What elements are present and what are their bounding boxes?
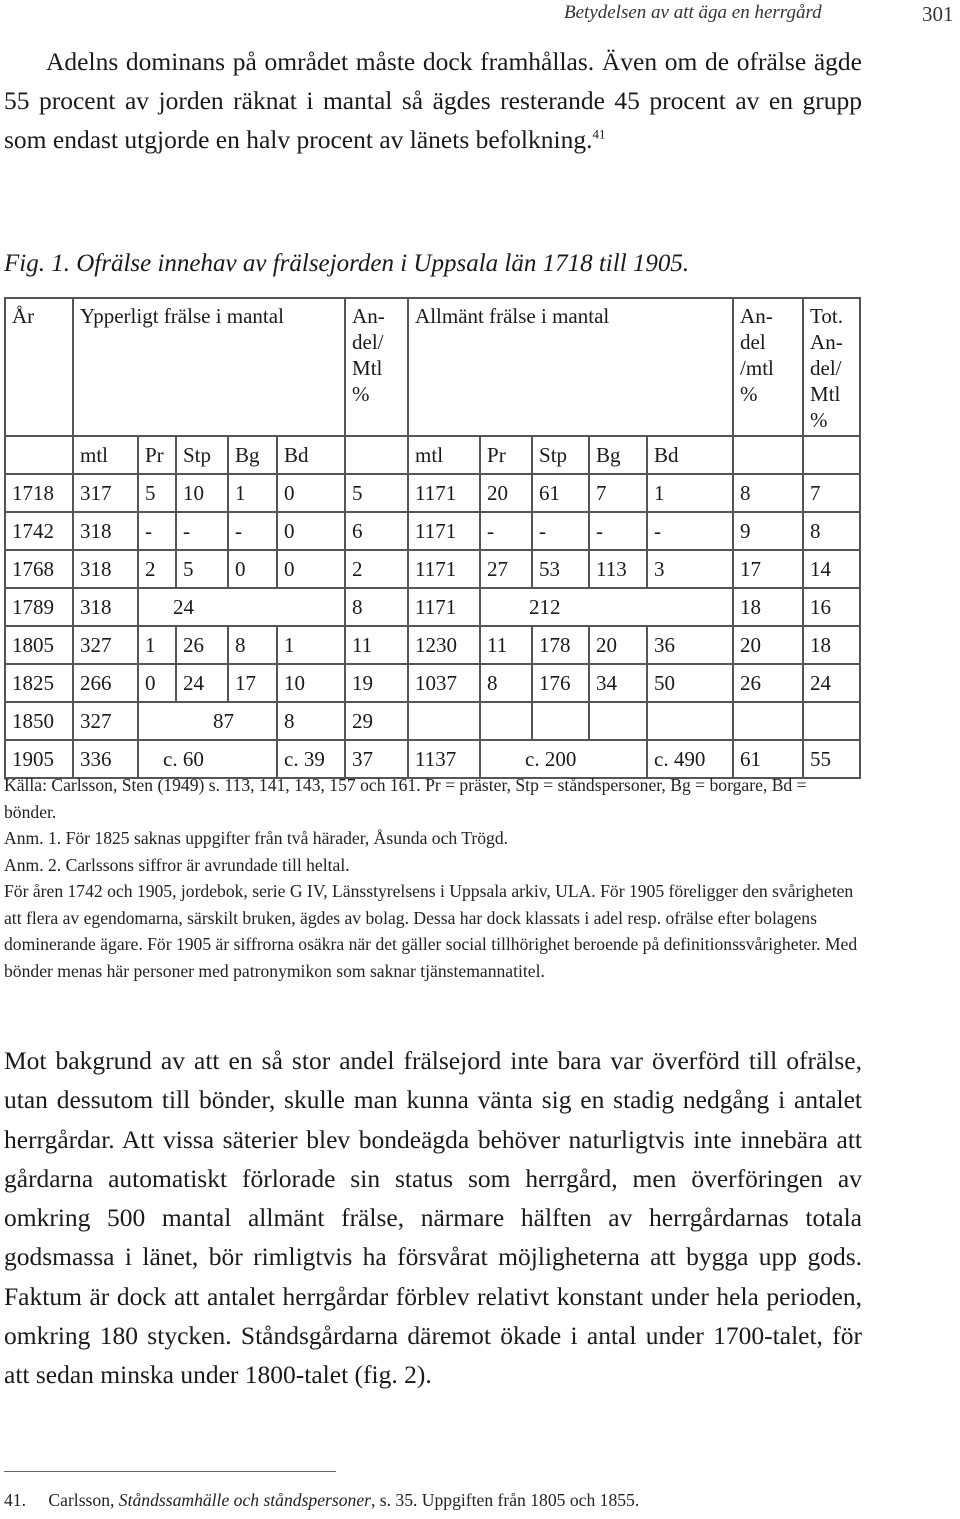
archive-note: För åren 1742 och 1905, jordebok, serie G IV, Länsstyrelsens i Uppsala arkiv, ULA. För 1905 föreligger den svårigheten att flera av egendomarna, särskilt bruken, ägdes av bolag. Dessa har dock klassats i adel resp. ofrälse efter bolagens dominerande ägare. För 1905 är siffrorna osäkra när det gäller social tillhörighet beroende på definitionssvårigheter. Med bönder menas här personer med patronymikon som saknar tjänstemannatitel. [4, 881, 858, 981]
table-cell: - [228, 512, 277, 550]
year-cell: 1768 [5, 550, 73, 588]
table-cell: 24 [803, 664, 860, 702]
table-cell: 24 [138, 588, 345, 626]
table-row [5, 512, 860, 550]
table-cell: 1171 [408, 588, 480, 626]
table-cell: 20 [733, 626, 803, 664]
table-cell: 1171 [408, 474, 480, 512]
table-cell [589, 702, 647, 740]
year-cell: 1850 [5, 702, 73, 740]
table-cell: 50 [647, 664, 733, 702]
header-total: Tot. An-del/ Mtl % [803, 298, 860, 436]
table-cell: 26 [733, 664, 803, 702]
table-cell: 1137 [408, 740, 480, 778]
table-cell: 5 [176, 550, 228, 588]
table-subheader-row [5, 436, 860, 474]
subheader-cell: Bd [647, 436, 733, 474]
year-cell: 1742 [5, 512, 73, 550]
header-andel-ypperligt: An-del/ Mtl % [345, 298, 408, 436]
table-cell: 1171 [408, 550, 480, 588]
table-cell: c. 39 [277, 740, 345, 778]
table-cell [5, 436, 73, 474]
table-cell: 8 [228, 626, 277, 664]
table-row [5, 588, 860, 626]
figure-notes [4, 772, 862, 984]
table-cell: - [647, 512, 733, 550]
table-header-row [5, 298, 860, 436]
table-cell: 1 [647, 474, 733, 512]
table-cell [480, 702, 532, 740]
table-row [5, 664, 860, 702]
subheader-cell: Bg [589, 436, 647, 474]
table-cell: 2 [345, 550, 408, 588]
table-cell: 7 [589, 474, 647, 512]
main-paragraph: Mot bakgrund av att en så stor andel frälsejord inte bara var överförd till ofrälse, utan dessutom till bönder, skulle man kunna vänta sig en stadig nedgång i antalet herrgårdar. Att vissa säterier blev bondeägda behöver naturligtvis inte innebära att gårdarna automatiskt förlorade sin status som herrgård, men överföringen av omkring 500 mantal allmänt frälse, närmare hälften av herrgårdarnas totala godsmassa i länet, bör rimligtvis ha försvårat möjligheterna att bygga upp gods. Faktum är dock att antalet herrgårdar förblev relativt konstant under hela perioden, omkring 180 stycken. Ståndsgårdarna däremot ökade i antal under 1700-talet, för att sedan minska under 1800-talet (fig. 2). [4, 1046, 862, 1390]
table-cell: 0 [277, 512, 345, 550]
table-cell: 317 [73, 474, 138, 512]
table-cell: 8 [345, 588, 408, 626]
source-note: Källa: Carlsson, Sten (1949) s. 113, 141, 143, 157 och 161. Pr = präster, Stp = ståndspersoner, Bg = borgare, Bd = bönder. [4, 775, 807, 822]
table-cell: 336 [73, 740, 138, 778]
table-cell [803, 436, 860, 474]
intro-text: Adelns dominans på området måste dock framhållas. Även om de ofrälse ägde 55 procent av jorden räknat i mantal så ägdes resterande 45 procent av en grupp som endast utgjorde en halv procent av länets befolkning. [4, 47, 862, 154]
figure-caption: Fig. 1. Ofrälse innehav av frälsejorden i Uppsala län 1718 till 1905. [4, 250, 690, 277]
table-cell: c. 60 [138, 740, 277, 778]
table-cell [408, 702, 480, 740]
table-cell: - [589, 512, 647, 550]
table-cell: - [480, 512, 532, 550]
table-cell: 318 [73, 588, 138, 626]
table-cell: 11 [480, 626, 532, 664]
table-cell: 34 [589, 664, 647, 702]
table-cell: 20 [589, 626, 647, 664]
table-cell: 20 [480, 474, 532, 512]
table-cell [647, 702, 733, 740]
footnote-ref[interactable]: 41 [592, 126, 606, 142]
table-cell: 1037 [408, 664, 480, 702]
table-cell [803, 702, 860, 740]
header-allmant: Allmänt frälse i mantal [408, 298, 733, 436]
table-cell: 318 [73, 550, 138, 588]
table-cell: 0 [228, 550, 277, 588]
footnote-41 [4, 1490, 639, 1511]
table-cell: 0 [277, 474, 345, 512]
table-cell: - [138, 512, 176, 550]
table-cell: 18 [803, 626, 860, 664]
annotation-1: Anm. 1. För 1825 saknas uppgifter från två härader, Åsunda och Trögd. [4, 828, 509, 848]
table-cell: 10 [176, 474, 228, 512]
table-cell: 37 [345, 740, 408, 778]
table-cell: 1171 [408, 512, 480, 550]
table-cell: 61 [733, 740, 803, 778]
table-cell: 0 [138, 664, 176, 702]
footnote-divider [4, 1471, 336, 1472]
table-cell: 6 [345, 512, 408, 550]
table-cell: 212 [480, 588, 733, 626]
table-cell: 8 [480, 664, 532, 702]
table-cell: 10 [277, 664, 345, 702]
table-cell: 53 [532, 550, 589, 588]
figure-table [4, 297, 861, 779]
table-cell: 1 [138, 626, 176, 664]
table-cell: - [532, 512, 589, 550]
table-cell: c. 200 [480, 740, 647, 778]
year-cell: 1805 [5, 626, 73, 664]
table-cell: 14 [803, 550, 860, 588]
table-cell [733, 436, 803, 474]
table-cell: - [176, 512, 228, 550]
table-cell: 0 [277, 550, 345, 588]
year-cell: 1905 [5, 740, 73, 778]
table-cell: 17 [733, 550, 803, 588]
table-cell: 11 [345, 626, 408, 664]
year-cell: 1718 [5, 474, 73, 512]
table-cell: 29 [345, 702, 408, 740]
footnote-number: 41. [4, 1490, 26, 1510]
table-cell: 327 [73, 626, 138, 664]
page-number: 301 [922, 2, 954, 26]
table-cell: 36 [647, 626, 733, 664]
table-row [5, 702, 860, 740]
subheader-cell: Stp [176, 436, 228, 474]
table-cell: 87 [138, 702, 277, 740]
footnote-title: Ståndssamhälle och ståndspersoner [118, 1490, 371, 1510]
table-cell: 8 [733, 474, 803, 512]
table-cell: 55 [803, 740, 860, 778]
subheader-cell: Pr [138, 436, 176, 474]
annotation-2: Anm. 2. Carlssons siffror är avrundade till heltal. [4, 854, 350, 875]
table-cell: 318 [73, 512, 138, 550]
subheader-cell: Bg [228, 436, 277, 474]
header-andel-allmant: An-del /mtl % [733, 298, 803, 436]
running-head: Betydelsen av att äga en herrgård [564, 2, 822, 23]
table-cell: 1 [277, 626, 345, 664]
table-cell: 61 [532, 474, 589, 512]
table-cell: 9 [733, 512, 803, 550]
table-cell [733, 702, 803, 740]
header-year: År [5, 298, 73, 436]
table-cell: 1230 [408, 626, 480, 664]
table-cell: 24 [176, 664, 228, 702]
footnote-author: Carlsson, [48, 1490, 115, 1510]
subheader-cell: mtl [73, 436, 138, 474]
table-cell: 18 [733, 588, 803, 626]
table-cell: 8 [277, 702, 345, 740]
table-cell: 327 [73, 702, 138, 740]
table-cell: 5 [138, 474, 176, 512]
table-cell: 7 [803, 474, 860, 512]
table-cell: 27 [480, 550, 532, 588]
table-row [5, 474, 860, 512]
table-cell: 19 [345, 664, 408, 702]
table-cell: 5 [345, 474, 408, 512]
subheader-cell: Bd [277, 436, 345, 474]
table-cell: 1 [228, 474, 277, 512]
table-cell: 26 [176, 626, 228, 664]
table-cell: 8 [803, 512, 860, 550]
subheader-cell: Pr [480, 436, 532, 474]
subheader-cell: mtl [408, 436, 480, 474]
year-cell: 1825 [5, 664, 73, 702]
table-cell [532, 702, 589, 740]
table-cell: 113 [589, 550, 647, 588]
table-cell: 17 [228, 664, 277, 702]
table-cell: 176 [532, 664, 589, 702]
table-cell: 3 [647, 550, 733, 588]
footnote-rest: , s. 35. Uppgiften från 1805 och 1855. [370, 1490, 640, 1510]
table-cell: 266 [73, 664, 138, 702]
subheader-cell: Stp [532, 436, 589, 474]
table-cell: 2 [138, 550, 176, 588]
table-cell: c. 490 [647, 740, 733, 778]
header-ypperligt: Ypperligt frälse i mantal [73, 298, 345, 436]
table-cell [345, 436, 408, 474]
intro-paragraph [4, 42, 862, 159]
table-row [5, 550, 860, 588]
table-row [5, 626, 860, 664]
table-cell: 16 [803, 588, 860, 626]
year-cell: 1789 [5, 588, 73, 626]
table-cell: 178 [532, 626, 589, 664]
